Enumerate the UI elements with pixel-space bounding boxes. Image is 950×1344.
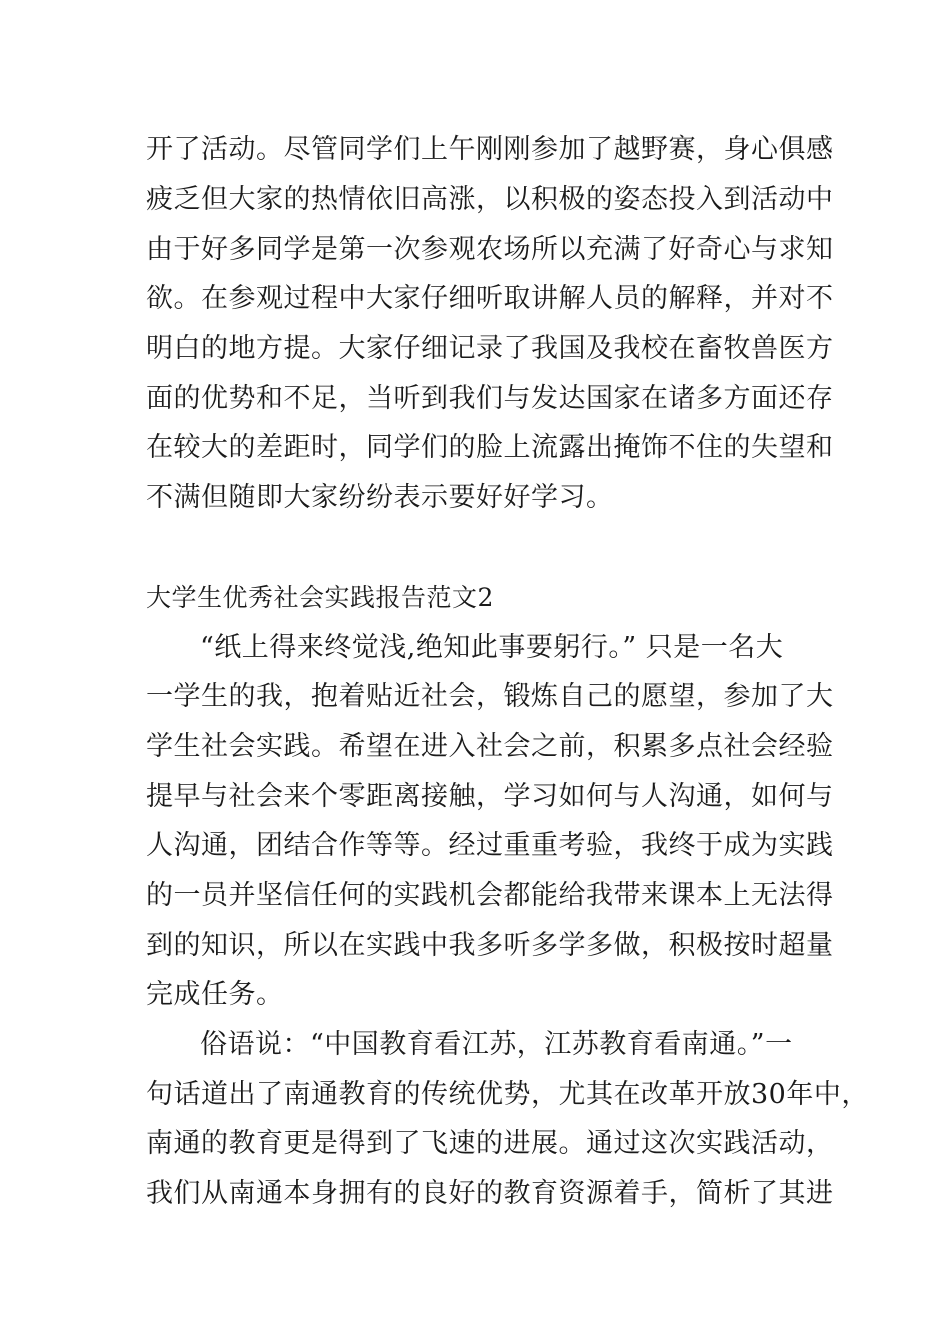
paragraph-2-line-8: 完成任务。 (146, 979, 284, 1010)
paragraph-3-line-1: 俗语说：“中国教育看江苏，江苏教育看南通。”一 (200, 1029, 793, 1060)
paragraph-2-line-5: 人沟通，团结合作等等。经过重重考验，我终于成为实践 (146, 830, 834, 861)
paragraph-1-line-1: 开了活动。尽管同学们上午刚刚参加了越野赛，身心俱感 (146, 134, 834, 165)
paragraph-1-line-4: 欲。在参观过程中大家仔细听取讲解人员的解释，并对不 (146, 283, 834, 314)
paragraph-2-line-7: 到的知识，所以在实践中我多听多学多做，积极按时超量 (146, 930, 834, 961)
section-heading: 大学生优秀社会实践报告范文2 (146, 583, 494, 612)
paragraph-1-line-8: 不满但随即大家纷纷表示要好好学习。 (146, 482, 614, 513)
paragraph-2-line-6: 的一员并坚信任何的实践机会都能给我带来课本上无法得 (146, 880, 834, 911)
paragraph-2-line-4: 提早与社会来个零距离接触，学习如何与人沟通，如何与 (146, 781, 834, 812)
paragraph-3-line-2: 句话道出了南通教育的传统优势，尤其在改革开放30年中， (146, 1079, 869, 1110)
paragraph-1-line-3: 由于好多同学是第一次参观农场所以充满了好奇心与求知 (146, 234, 834, 265)
paragraph-3-line-3: 南通的教育更是得到了飞速的进展。通过这次实践活动， (146, 1128, 834, 1159)
paragraph-1-line-5: 明白的地方提。大家仔细记录了我国及我校在畜牧兽医方 (146, 333, 834, 364)
paragraph-3-line-4: 我们从南通本身拥有的良好的教育资源着手，简析了其进 (146, 1178, 834, 1209)
paragraph-1-line-7: 在较大的差距时，同学们的脸上流露出掩饰不住的失望和 (146, 432, 834, 463)
paragraph-1-line-2: 疲乏但大家的热情依旧高涨，以积极的姿态投入到活动中 (146, 184, 834, 215)
paragraph-2-line-3: 学生社会实践。希望在进入社会之前，积累多点社会经验 (146, 731, 834, 762)
paragraph-1-line-6: 面的优势和不足，当听到我们与发达国家在诸多方面还存 (146, 383, 834, 414)
paragraph-2-line-1: “纸上得来终觉浅,绝知此事要躬行。” 只是一名大 (200, 632, 784, 663)
paragraph-2-line-2: 一学生的我，抱着贴近社会，锻炼自己的愿望，参加了大 (146, 681, 834, 712)
